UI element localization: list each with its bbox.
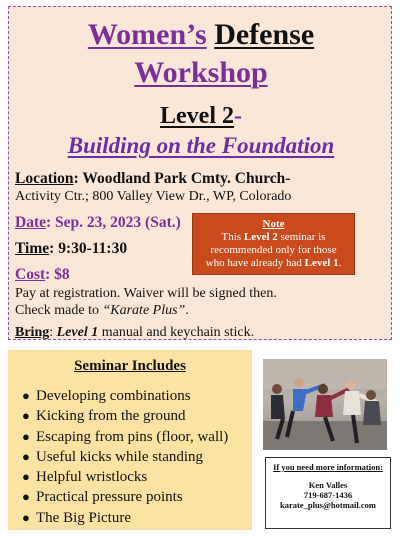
event-info-panel [8,6,392,340]
bullet-icon: ● [22,509,30,525]
seminar-panel [8,350,252,530]
note-text-1a: This [221,231,244,243]
note-box [192,213,355,275]
note-line-3 [193,257,354,270]
note-line-2: recommended only for those [210,244,337,256]
level-text: Level 2 [160,103,234,129]
time-label: Time [15,240,50,257]
title-womens: Women’s [87,18,207,51]
contact-box [265,457,391,529]
address-line: Activity Ctr.; 800 Valley View Dr., WP, Colorado [15,189,292,204]
contact-heading: If you need more information: [273,462,383,472]
class-photo-image [263,359,387,450]
subtitle: Building on the Foundation [67,133,335,158]
class-photo [263,359,387,450]
time-value: : 9:30-11:30 [49,240,128,257]
seminar-item-text: The Big Picture [36,509,131,526]
cost-label: Cost [15,266,46,283]
title-line-2: Workshop [134,56,268,89]
seminar-list [22,386,228,528]
location-label: Location [15,170,74,187]
title-defense: Defense [214,18,315,51]
bullet-icon: ● [22,428,30,444]
list-item [22,508,228,528]
title-line-1 [9,19,393,51]
bring-colon: : [49,325,57,340]
bring-level: Level 1 [56,325,99,340]
bring-line [15,325,254,341]
contact-email: karate_plus@hotmail.com [280,500,376,510]
date-label: Date [15,214,46,231]
check-line [15,303,189,319]
date-line [15,215,181,232]
list-item [22,487,228,507]
note-level2: Level 2 [243,231,278,243]
seminar-item-text: Practical pressure points [36,489,183,506]
cost-line [15,267,70,284]
note-level1: Level 1 [304,257,339,269]
seminar-item-text: Useful kicks while standing [36,448,204,465]
bullet-icon: ● [22,489,30,505]
note-text-3a: who have already had [205,257,305,269]
bullet-icon: ● [22,388,30,403]
seminar-item-text: Developing combinations [36,388,191,404]
contact-phone: 719-687-1436 [303,490,353,500]
list-item [22,406,228,426]
seminar-item-text: Escaping from pins (floor, wall) [36,428,229,445]
check-payee: “Karate Plus” [102,303,186,318]
seminar-item-text: Kicking from the ground [36,408,186,425]
time-line [15,241,127,258]
list-item [22,427,228,447]
bring-items: manual and keychain stick. [98,325,255,340]
check-period: . [185,303,189,318]
list-item [22,386,228,406]
list-item [22,447,228,467]
level-dash: - [233,103,242,129]
bring-label: Bring [15,325,50,340]
bullet-icon: ● [22,408,30,424]
location-line [15,171,290,188]
note-text-1c: seminar is [277,231,326,243]
level-heading [9,103,393,129]
note-text-3c: . [338,257,342,269]
check-text: Check made to [15,303,103,318]
note-heading: Note [262,218,285,230]
seminar-item-text: Helpful wristlocks [36,469,148,486]
note-line-1 [193,231,354,244]
bullet-icon: ● [22,469,30,485]
cost-value: : $8 [45,266,70,283]
location-value: : Woodland Park Cmty. Church- [73,170,291,187]
seminar-heading: Seminar Includes [74,358,186,374]
list-item [22,467,228,487]
payment-line: Pay at registration. Waiver will be signed then. [15,286,277,301]
date-value: : Sep. 23, 2023 (Sat.) [46,214,181,231]
bullet-icon: ● [22,448,30,464]
contact-name: Ken Valles [308,480,348,490]
